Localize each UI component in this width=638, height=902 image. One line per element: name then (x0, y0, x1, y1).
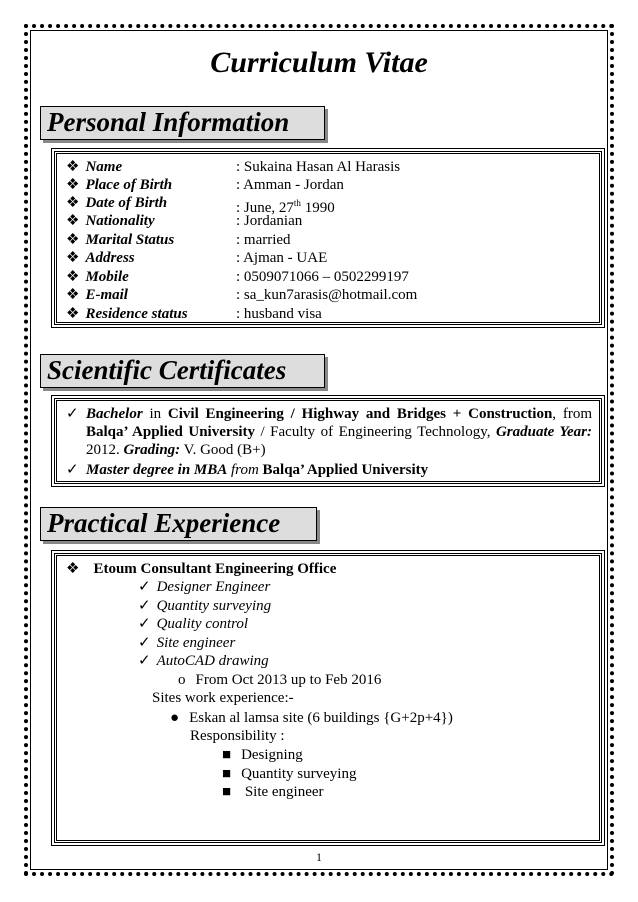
personal-value-address: : Ajman - UAE (236, 250, 328, 266)
cert-check-icon-2 (66, 461, 79, 479)
sites-label: Sites work experience:- (152, 690, 294, 706)
circle-bullet-icon: o (178, 672, 186, 688)
check-icon: ✓ (138, 579, 151, 595)
role-item: ✓ Quantity surveying (138, 598, 272, 614)
diamond-bullet-icon: ❖ (66, 269, 80, 285)
personal-label-mobile: ❖ Mobile (66, 269, 129, 285)
circle-bullet-icon: ● (170, 710, 180, 726)
document-title: Curriculum Vitae (210, 46, 428, 79)
experience-period: o From Oct 2013 up to Feb 2016 (178, 672, 382, 688)
site-item: ● Eskan al lamsa site (6 buildings {G+2p+4}) (170, 710, 453, 726)
personal-label-residence-status: ❖ Residence status (66, 306, 188, 322)
cert-master-text: Master degree in MBA from Balqa’ Applied University (86, 462, 429, 478)
check-icon: ✓ (66, 462, 79, 478)
responsibility-item: ■ Site engineer (222, 784, 324, 800)
personal-value-email: : sa_kun7arasis@hotmail.com (236, 287, 418, 303)
personal-label-email: ❖ E-mail (66, 287, 128, 303)
experience-box (54, 553, 602, 843)
personal-value-date-of-birth: : June, 27th 1990 (236, 198, 335, 216)
diamond-bullet-icon: ❖ (66, 159, 80, 175)
personal-label-nationality: ❖ Nationality (66, 213, 155, 229)
responsibility-item: ■ Quantity surveying (222, 766, 357, 782)
responsibility-label: Responsibility : (190, 728, 285, 744)
diamond-bullet-icon: ❖ (66, 213, 80, 229)
diamond-bullet-icon: ❖ (66, 306, 80, 322)
diamond-bullet-icon: ❖ (66, 195, 80, 211)
diamond-bullet-icon: ❖ (66, 232, 80, 248)
personal-label-address: ❖ Address (66, 250, 135, 266)
experience-heading: Practical Experience (40, 507, 317, 541)
personal-value-place-of-birth: : Amman - Jordan (236, 177, 344, 193)
personal-label-place-of-birth: ❖ Place of Birth (66, 177, 173, 193)
role-item: ✓ Designer Engineer (138, 579, 271, 595)
check-icon: ✓ (138, 653, 151, 669)
cert-check-icon-1 (66, 405, 79, 423)
square-bullet-icon: ■ (222, 747, 232, 763)
role-item: ✓ Quality control (138, 616, 249, 632)
check-icon: ✓ (138, 635, 151, 651)
certificates-heading: Scientific Certificates (40, 354, 325, 388)
personal-value-name: : Sukaina Hasan Al Harasis (236, 159, 401, 175)
personal-value-residence-status: : husband visa (236, 306, 322, 322)
personal-value-nationality: : Jordanian (236, 213, 303, 229)
personal-value-marital-status: : married (236, 232, 291, 248)
diamond-bullet-icon: ❖ (66, 561, 80, 577)
diamond-bullet-icon: ❖ (66, 287, 80, 303)
personal-label-marital-status: ❖ Marital Status (66, 232, 175, 248)
check-icon: ✓ (138, 616, 151, 632)
personal-value-mobile: : 0509071066 – 0502299197 (236, 269, 409, 285)
diamond-bullet-icon: ❖ (66, 250, 80, 266)
diamond-bullet-icon: ❖ (66, 177, 80, 193)
check-icon: ✓ (138, 598, 151, 614)
experience-company: ❖ Etoum Consultant Engineering Office (66, 561, 337, 577)
check-icon: ✓ (66, 406, 79, 422)
personal-label-date-of-birth: ❖ Date of Birth (66, 195, 168, 211)
role-item: ✓ AutoCAD drawing (138, 653, 269, 669)
page-number: 1 (316, 850, 322, 864)
square-bullet-icon: ■ (222, 766, 232, 782)
square-bullet-icon: ■ (222, 784, 232, 800)
personal-label-name: ❖ Name (66, 159, 123, 175)
cert-bachelor-text: Bachelor in Civil Engineering / Highway and Bridges + Construction, from Balqa’ Applied University / Faculty of Engineering Technology, Graduate Year: 2012. Grading: V. Good (B+) (86, 406, 592, 458)
responsibility-item: ■ Designing (222, 747, 303, 763)
personal-info-heading: Personal Information (40, 106, 325, 140)
role-item: ✓ Site engineer (138, 635, 236, 651)
